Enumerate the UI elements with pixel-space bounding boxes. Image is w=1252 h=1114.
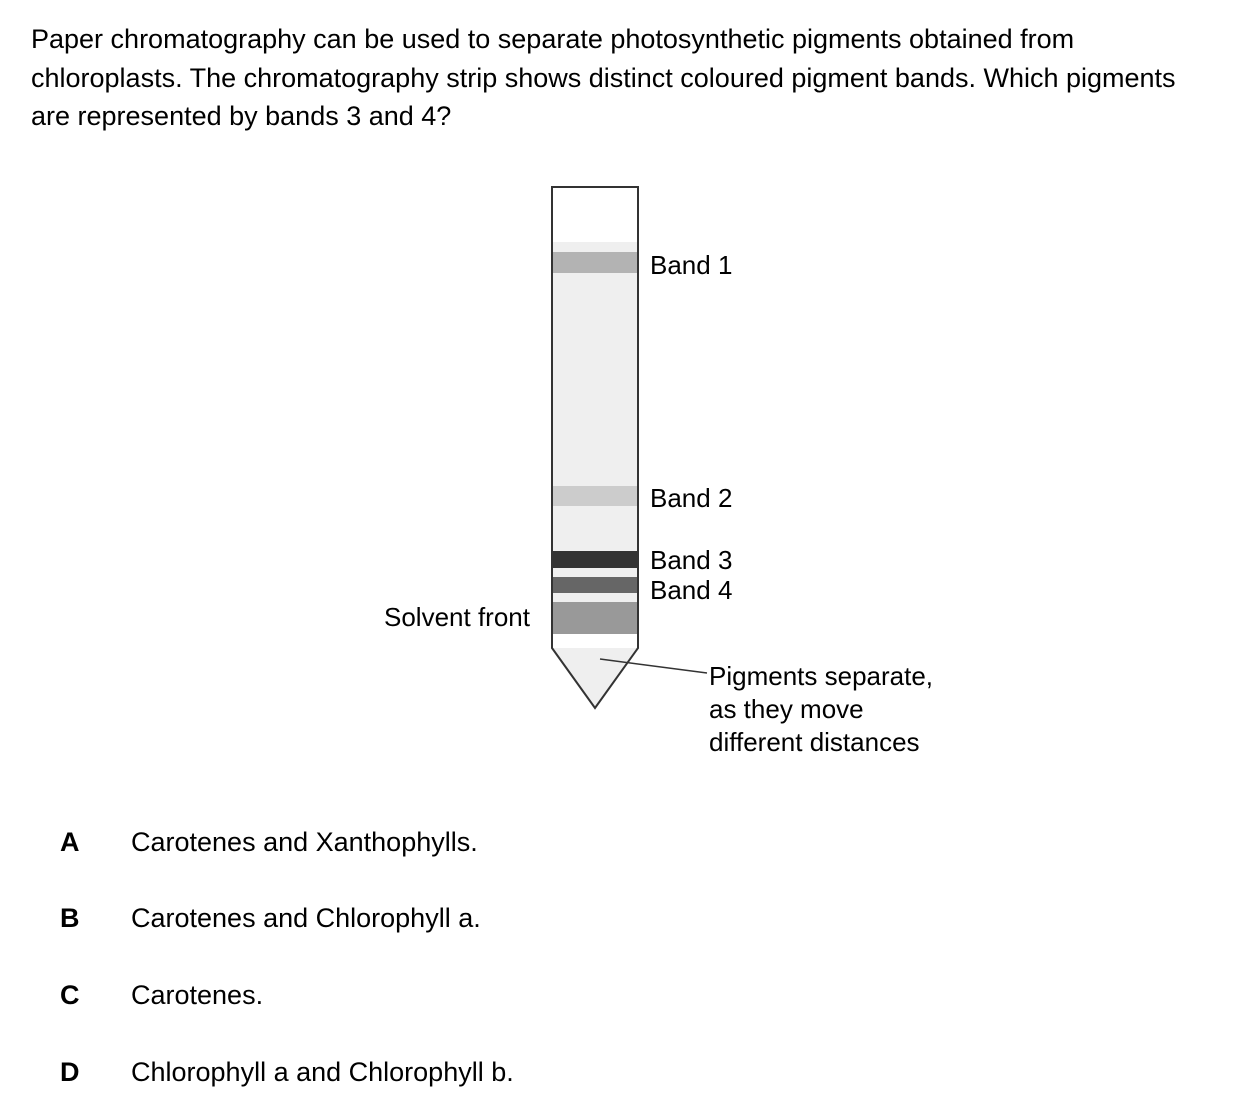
note-line-3: different distances [709, 727, 920, 757]
option-c[interactable] [0, 975, 700, 1015]
note-line-2: as they move [709, 694, 864, 724]
option-d-text: Chlorophyll a and Chlorophyll b. [131, 1057, 514, 1087]
option-b-text: Carotenes and Chlorophyll a. [131, 903, 481, 933]
strip-tip [552, 648, 638, 708]
solvent-front-band [552, 602, 638, 634]
pigment-separation-note [709, 660, 933, 759]
band-4-label: Band 4 [650, 575, 733, 605]
option-c-text: Carotenes. [131, 980, 264, 1010]
band-2-label: Band 2 [650, 483, 733, 513]
band-3 [552, 551, 638, 568]
option-b-letter: B [60, 903, 80, 933]
strip-top [552, 187, 638, 242]
strip-body [552, 242, 638, 634]
solvent-front-label: Solvent front [384, 602, 530, 632]
option-a[interactable] [0, 822, 700, 862]
option-a-text: Carotenes and Xanthophylls. [131, 827, 478, 857]
option-d-letter: D [60, 1057, 80, 1087]
band-3-label: Band 3 [650, 545, 733, 575]
option-b[interactable] [0, 898, 700, 938]
band-1 [552, 252, 638, 273]
band-2 [552, 486, 638, 506]
band-1-label: Band 1 [650, 250, 733, 280]
option-c-letter: C [60, 980, 80, 1010]
question-text: Paper chromatography can be used to separate photosynthetic pigments obtained from chloroplasts. The chromatography strip shows distinct coloured pigment bands. Which pigments are represented by bands 3 and 4? [31, 24, 1176, 131]
option-d[interactable] [0, 1052, 700, 1092]
option-a-letter: A [60, 827, 80, 857]
band-4 [552, 577, 638, 593]
note-line-1: Pigments separate, [709, 661, 934, 691]
